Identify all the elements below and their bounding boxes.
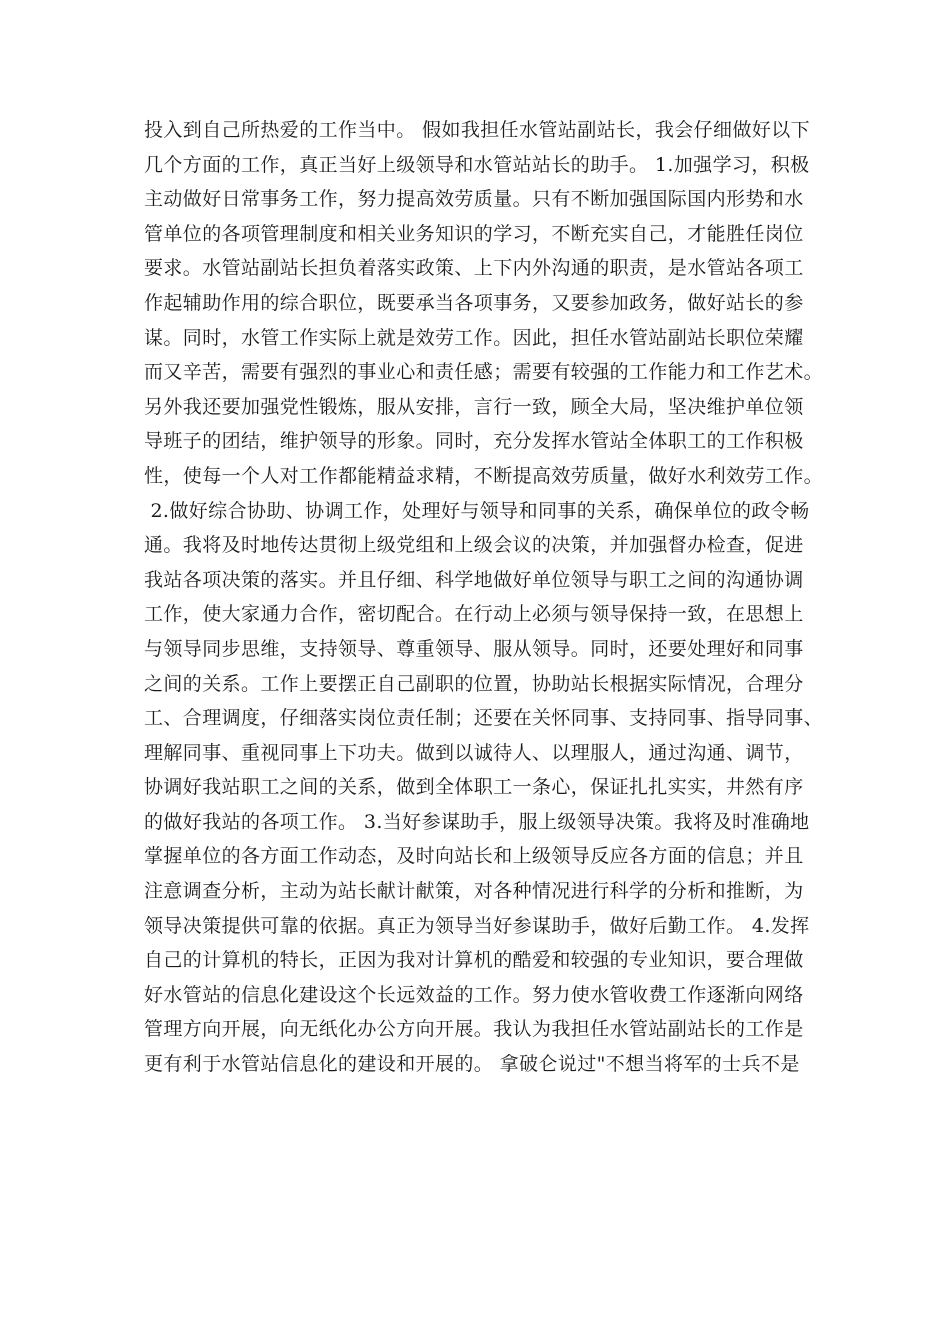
text-line-25: 自己的计算机的特长，正因为我对计算机的酷爱和较强的专业知识，要合理做 [144,949,804,972]
text-line-14: 我站各项决策的落实。并且仔细、科学地做好单位领导与职工之间的沟通协调 [144,568,804,591]
text-line-22: 掌握单位的各方面工作动态，及时向站长和上级领导反应各方面的信息；并且 [144,845,804,868]
text-line-27: 管理方向开展，向无纸化办公方向开展。我认为我担任水管站副站长的工作是 [144,1018,804,1041]
text-line-26: 好水管站的信息化建设这个长远效益的工作。努力使水管收费工作逐渐向网络 [144,983,804,1006]
text-line-20: 协调好我站职工之间的关系，做到全体职工一条心，保证扎扎实实，井然有序 [144,776,804,799]
text-line-7: 谋。同时，水管工作实际上就是效劳工作。因此，担任水管站副站长职位荣耀 [144,326,804,349]
text-line-9: 另外我还要加强党性锻炼，服从安排，言行一致，顾全大局，坚决维护单位领 [144,395,804,418]
text-line-13: 通。我将及时地传达贯彻上级党组和上级会议的决策，并加强督办检查，促进 [144,534,804,557]
text-line-23: 注意调查分析，主动为站长献计献策，对各种情况进行科学的分析和推断，为 [144,880,804,903]
text-line-16: 与领导同步思维，支持领导、尊重领导、服从领导。同时，还要处理好和同事 [144,637,804,660]
text-line-15: 工作，使大家通力合作，密切配合。在行动上必须与领导保持一致，在思想上 [144,603,804,626]
text-line-3: 主动做好日常事务工作，努力提高效劳质量。只有不断加强国际国内形势和水 [144,188,804,211]
text-line-21: 的做好我站的各项工作。 3.当好参谋助手，服上级领导决策。我将及时准确地 [144,810,810,833]
text-line-2: 几个方面的工作，真正当好上级领导和水管站站长的助手。 1.加强学习，积极 [144,153,810,176]
text-line-8: 而又辛苦，需要有强烈的事业心和责任感；需要有较强的工作能力和工作艺术。 [144,361,824,384]
text-line-17: 之间的关系。工作上要摆正自己副职的位置，协助站长根据实际情况，合理分 [144,672,804,695]
text-line-11: 性，使每一个人对工作都能精益求精，不断提高效劳质量，做好水利效劳工作。 [144,464,824,487]
text-line-24: 领导决策提供可靠的依据。真正为领导当好参谋助手，做好后勤工作。 4.发挥 [144,914,810,937]
text-line-12: 2.做好综合协助、协调工作，处理好与领导和同事的关系，确保单位的政令畅 [144,499,810,522]
text-line-1: 投入到自己所热爱的工作当中。 假如我担任水管站副站长，我会仔细做好以下 [144,119,811,141]
text-line-10: 导班子的团结，维护领导的形象。同时，充分发挥水管站全体职工的工作积极 [144,430,804,453]
text-line-4: 管单位的各项管理制度和相关业务知识的学习，不断充实自己，才能胜任岗位 [144,222,804,245]
text-line-5: 要求。水管站副站长担负着落实政策、上下内外沟通的职责，是水管站各项工 [144,257,804,280]
text-line-19: 理解同事、重视同事上下功夫。做到以诚待人、以理服人，通过沟通、调节， [144,741,804,764]
text-line-28: 更有利于水管站信息化的建设和开展的。 拿破仑说过"不想当将军的士兵不是 [144,1053,800,1076]
text-line-6: 作起辅助作用的综合职位，既要承当各项事务，又要参加政务，做好站长的参 [144,291,804,314]
text-line-18: 工、合理调度，仔细落实岗位责任制；还要在关怀同事、支持同事、指导同事、 [144,707,824,730]
body-text [144,113,824,1082]
